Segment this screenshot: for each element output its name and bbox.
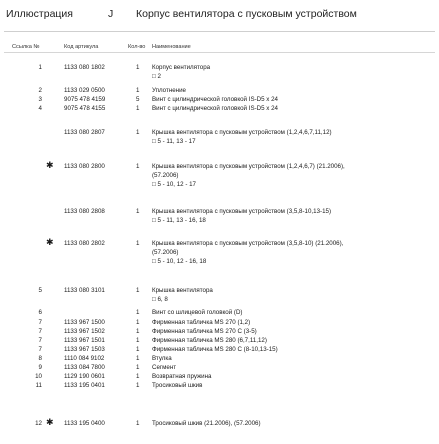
- table-row: [0, 336, 439, 345]
- part-note: (57.2006): [152, 249, 179, 256]
- article-number-cell: 1133 080 2800: [64, 163, 105, 170]
- part-name-cell: Крышка вентилятора: [152, 287, 213, 294]
- ref-cell: 11: [35, 382, 42, 389]
- quantity-cell: 5: [136, 96, 140, 103]
- column-header-article: Код артикула: [64, 44, 99, 50]
- table-row: [0, 207, 439, 216]
- ref-cell: 12: [35, 420, 42, 427]
- article-number-cell: 1133 084 7800: [64, 364, 105, 371]
- ref-cell: 1: [38, 64, 42, 71]
- table-row: [0, 419, 439, 428]
- quantity-cell: 1: [136, 373, 140, 380]
- part-name-cell: Винт с цилиндрической головкой IS-D5 x 24: [152, 96, 278, 103]
- table-row-subline: [0, 295, 439, 304]
- article-number-cell: 1133 195 0401: [64, 382, 105, 389]
- quantity-cell: 1: [136, 287, 140, 294]
- table-row: [0, 86, 439, 95]
- table-row-subline: [0, 248, 439, 257]
- article-number-cell: 9075 478 4155: [64, 105, 106, 112]
- table-row: [0, 354, 439, 363]
- part-name-cell: Тросиковый шкив (21.2006), (57.2006): [152, 420, 261, 427]
- quantity-cell: 1: [136, 337, 140, 344]
- quantity-cell: 1: [136, 105, 140, 112]
- part-name-cell: Винт с цилиндрической головкой IS-D5 x 24: [152, 105, 278, 112]
- ref-cell: 8: [38, 355, 42, 362]
- new-part-marker: ✱: [46, 160, 54, 170]
- part-name-cell: Крышка вентилятора с пусковым устройством (3,5,8-10,13-15): [152, 208, 332, 215]
- table-row: [0, 327, 439, 336]
- part-name-cell: Фирменная табличка MS 270 (1,2): [152, 319, 251, 326]
- article-number-cell: 1133 080 1802: [64, 64, 105, 71]
- part-name-cell: Крышка вентилятора с пусковым устройством (1,2,4,6,7,11,12): [152, 129, 332, 136]
- table-row: [0, 372, 439, 381]
- part-name-cell: Тросиковый шкив: [152, 382, 203, 389]
- part-note: □ 6, 8: [152, 296, 168, 303]
- part-name-cell: Возвратная пружина: [152, 373, 212, 380]
- quantity-cell: 1: [136, 319, 140, 326]
- ref-cell: 10: [35, 373, 42, 380]
- part-name-cell: Фирменная табличка MS 280 C (8-10,13-15): [152, 346, 278, 353]
- ref-cell: 3: [38, 96, 42, 103]
- table-row: [0, 381, 439, 390]
- table-row: [0, 239, 439, 248]
- column-header-name: Наименование: [152, 44, 191, 50]
- quantity-cell: 1: [136, 355, 140, 362]
- ref-cell: 5: [38, 287, 42, 294]
- table-row-subline: [0, 137, 439, 146]
- new-part-marker: ✱: [46, 237, 54, 247]
- quantity-cell: 1: [136, 346, 140, 353]
- ref-cell: 7: [38, 337, 42, 344]
- article-number-cell: 1133 080 2802: [64, 240, 105, 247]
- quantity-cell: 1: [136, 382, 140, 389]
- ref-cell: 9: [38, 364, 42, 371]
- illustration-letter: J: [108, 8, 114, 20]
- part-note: □ 5 - 10, 12 - 16, 18: [152, 258, 207, 265]
- table-row: [0, 63, 439, 72]
- column-header-ref: Ссылка №: [12, 44, 40, 50]
- article-number-cell: 1110 084 9102: [64, 355, 105, 362]
- quantity-cell: 1: [136, 208, 140, 215]
- article-number-cell: 1133 080 2807: [64, 129, 105, 136]
- page-title: Корпус вентилятора с пусковым устройством: [136, 8, 357, 20]
- part-name-cell: Сегмент: [152, 364, 177, 371]
- part-name-cell: Уплотнение: [152, 87, 186, 94]
- quantity-cell: 1: [136, 309, 140, 316]
- part-note: (57.2006): [152, 172, 179, 179]
- article-number-cell: 1129 190 0601: [64, 373, 105, 380]
- quantity-cell: 1: [136, 364, 140, 371]
- illustration-label: Иллюстрация: [6, 8, 73, 20]
- quantity-cell: 1: [136, 87, 140, 94]
- article-number-cell: 9075 478 4159: [64, 96, 106, 103]
- part-name-cell: Крышка вентилятора с пусковым устройством (1,2,4,6,7) (21.2006),: [152, 163, 345, 170]
- part-name-cell: Фирменная табличка MS 280 (6,7,11,12): [152, 337, 267, 344]
- part-name-cell: Крышка вентилятора с пусковым устройством (3,5,8-10) (21.2006),: [152, 240, 344, 247]
- column-header-qty: Кол-во: [128, 44, 146, 50]
- quantity-cell: 1: [136, 328, 140, 335]
- table-row: [0, 104, 439, 113]
- article-number-cell: 1133 967 1503: [64, 346, 105, 353]
- part-name-cell: Корпус вентилятора: [152, 64, 211, 71]
- part-note: □ 5 - 10, 12 - 17: [152, 181, 196, 188]
- ref-cell: 6: [38, 309, 42, 316]
- quantity-cell: 1: [136, 64, 140, 71]
- ref-cell: 4: [38, 105, 42, 112]
- table-row-subline: [0, 180, 439, 189]
- article-number-cell: 1133 080 3101: [64, 287, 105, 294]
- header-divider: [4, 31, 435, 32]
- table-row-subline: [0, 216, 439, 225]
- new-part-marker: ✱: [46, 417, 54, 427]
- table-row-subline: [0, 171, 439, 180]
- table-row: [0, 162, 439, 171]
- table-row-subline: [0, 257, 439, 266]
- part-note: □ 5 - 11, 13 - 16, 18: [152, 217, 206, 224]
- article-number-cell: 1133 967 1501: [64, 337, 105, 344]
- table-row: [0, 363, 439, 372]
- ref-cell: 7: [38, 319, 42, 326]
- ref-cell: 7: [38, 346, 42, 353]
- column-header-divider: [4, 52, 435, 53]
- quantity-cell: 1: [136, 240, 140, 247]
- ref-cell: 2: [38, 87, 42, 94]
- article-number-cell: 1133 080 2808: [64, 208, 105, 215]
- part-name-cell: Втулка: [152, 355, 172, 362]
- quantity-cell: 1: [136, 420, 140, 427]
- table-row: [0, 345, 439, 354]
- part-name-cell: Фирменная табличка MS 270 C (3-5): [152, 328, 257, 335]
- article-number-cell: 1133 967 1502: [64, 328, 105, 335]
- table-row-subline: [0, 72, 439, 81]
- table-row: [0, 318, 439, 327]
- table-row: [0, 95, 439, 104]
- article-number-cell: 1133 195 0400: [64, 420, 105, 427]
- table-row: [0, 308, 439, 317]
- ref-cell: 7: [38, 328, 42, 335]
- part-note: □ 5 - 11, 13 - 17: [152, 138, 196, 145]
- table-row: [0, 128, 439, 137]
- article-number-cell: 1133 029 0500: [64, 87, 105, 94]
- quantity-cell: 1: [136, 163, 140, 170]
- quantity-cell: 1: [136, 129, 140, 136]
- part-note: □ 2: [152, 73, 161, 80]
- table-row: [0, 286, 439, 295]
- part-name-cell: Винт со шлицевой головкой (D): [152, 309, 243, 316]
- article-number-cell: 1133 967 1500: [64, 319, 105, 326]
